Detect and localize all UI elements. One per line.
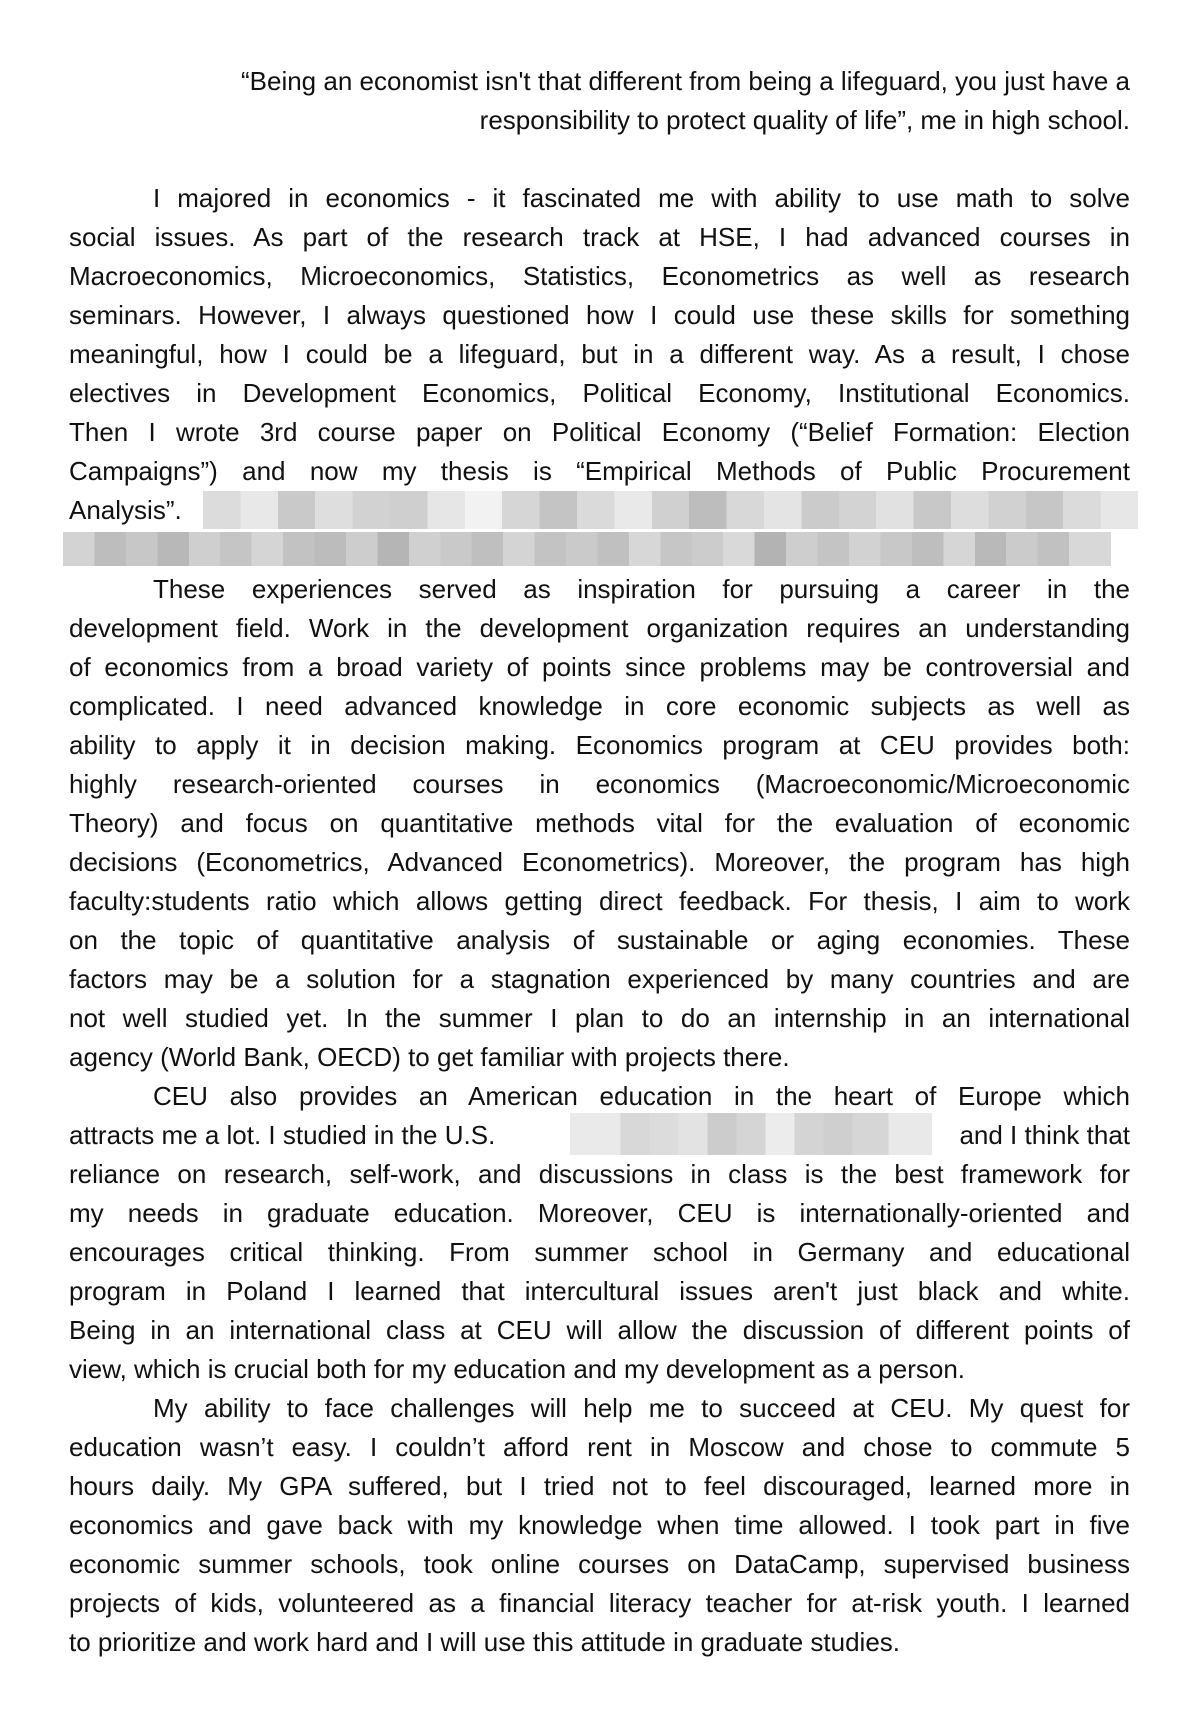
paragraph-line: Then I wrote 3rd course paper on Political Economy (“Belief Formation: Election (69, 417, 1130, 447)
paragraph-line: CEU also provides an American education in the heart of Europe which (153, 1081, 1130, 1111)
paragraph-line: meaningful, how I could be a lifeguard, but in a different way. As a result, I chose (69, 339, 1130, 369)
paragraph-line: hours daily. My GPA suffered, but I tried not to feel discouraged, learned more in (69, 1471, 1130, 1501)
paragraph-line: to prioritize and work hard and I will use this attitude in graduate studies. (69, 1627, 901, 1657)
paragraph-line: Macroeconomics, Microeconomics, Statistics, Econometrics as well as research (69, 261, 1130, 291)
paragraph-line: social issues. As part of the research track at HSE, I had advanced courses in (69, 222, 1130, 252)
redacted-block (63, 532, 1111, 566)
epigraph-line: responsibility to protect quality of life”, me in high school. (479, 105, 1130, 135)
paragraph-line: projects of kids, volunteered as a financial literacy teacher for at-risk youth. I learned (69, 1588, 1130, 1618)
paragraph-line: My ability to face challenges will help me to succeed at CEU. My quest for (153, 1393, 1130, 1423)
paragraph-line: complicated. I need advanced knowledge in core economic subjects as well as (69, 691, 1130, 721)
paragraph-line: agency (World Bank, OECD) to get familiar with projects there. (69, 1042, 790, 1072)
paragraph-line: and I think that (959, 1120, 1130, 1150)
paragraph-line: encourages critical thinking. From summer school in Germany and educational (69, 1237, 1130, 1267)
paragraph-line: of economics from a broad variety of points since problems may be controversial and (69, 652, 1130, 682)
paragraph-line: highly research-oriented courses in economics (Macroeconomic/Microeconomic (69, 769, 1130, 799)
paragraph-line: factors may be a solution for a stagnation experienced by many countries and are (69, 964, 1130, 994)
paragraph-line: reliance on research, self-work, and discussions in class is the best framework for (69, 1159, 1130, 1189)
paragraph-line: I majored in economics - it fascinated me with ability to use math to solve (153, 183, 1130, 213)
redacted-block (203, 491, 1138, 529)
paragraph-line: These experiences served as inspiration for pursuing a career in the (153, 574, 1130, 604)
paragraph-line: view, which is crucial both for my education and my development as a person. (69, 1354, 966, 1384)
paragraph-line: not well studied yet. In the summer I plan to do an internship in an international (69, 1003, 1130, 1033)
paragraph-line: my needs in graduate education. Moreover, CEU is internationally-oriented and (69, 1198, 1130, 1228)
epigraph-line: “Being an economist isn't that different from being a lifeguard, you just have a (240, 66, 1130, 96)
paragraph-line: development field. Work in the development organization requires an understanding (69, 613, 1130, 643)
paragraph-line: education wasn’t easy. I couldn’t afford rent in Moscow and chose to commute 5 (69, 1432, 1130, 1462)
paragraph-line: program in Poland I learned that intercultural issues aren't just black and white. (69, 1276, 1130, 1306)
paragraph-line: faculty:students ratio which allows getting direct feedback. For thesis, I aim to work (69, 886, 1130, 916)
paragraph-line: Campaigns”) and now my thesis is “Empirical Methods of Public Procurement (69, 456, 1130, 486)
paragraph-line: Analysis”. (69, 495, 182, 525)
paragraph-line: Theory) and focus on quantitative methods vital for the evaluation of economic (69, 808, 1130, 838)
paragraph-line: seminars. However, I always questioned how I could use these skills for something (69, 300, 1130, 330)
paragraph-line: Being in an international class at CEU will allow the discussion of different points of (69, 1315, 1130, 1345)
paragraph-line: electives in Development Economics, Political Economy, Institutional Economics. (69, 378, 1130, 408)
paragraph-line: economics and gave back with my knowledge when time allowed. I took part in five (69, 1510, 1130, 1540)
paragraph-line: ability to apply it in decision making. Economics program at CEU provides both: (69, 730, 1130, 760)
paragraph-line: economic summer schools, took online courses on DataCamp, supervised business (69, 1549, 1130, 1579)
paragraph-line: decisions (Econometrics, Advanced Econometrics). Moreover, the program has high (69, 847, 1130, 877)
paragraph-line: attracts me a lot. I studied in the U.S. (69, 1120, 496, 1150)
paragraph-line: on the topic of quantitative analysis of sustainable or aging economies. These (69, 925, 1130, 955)
redacted-block (570, 1113, 932, 1155)
